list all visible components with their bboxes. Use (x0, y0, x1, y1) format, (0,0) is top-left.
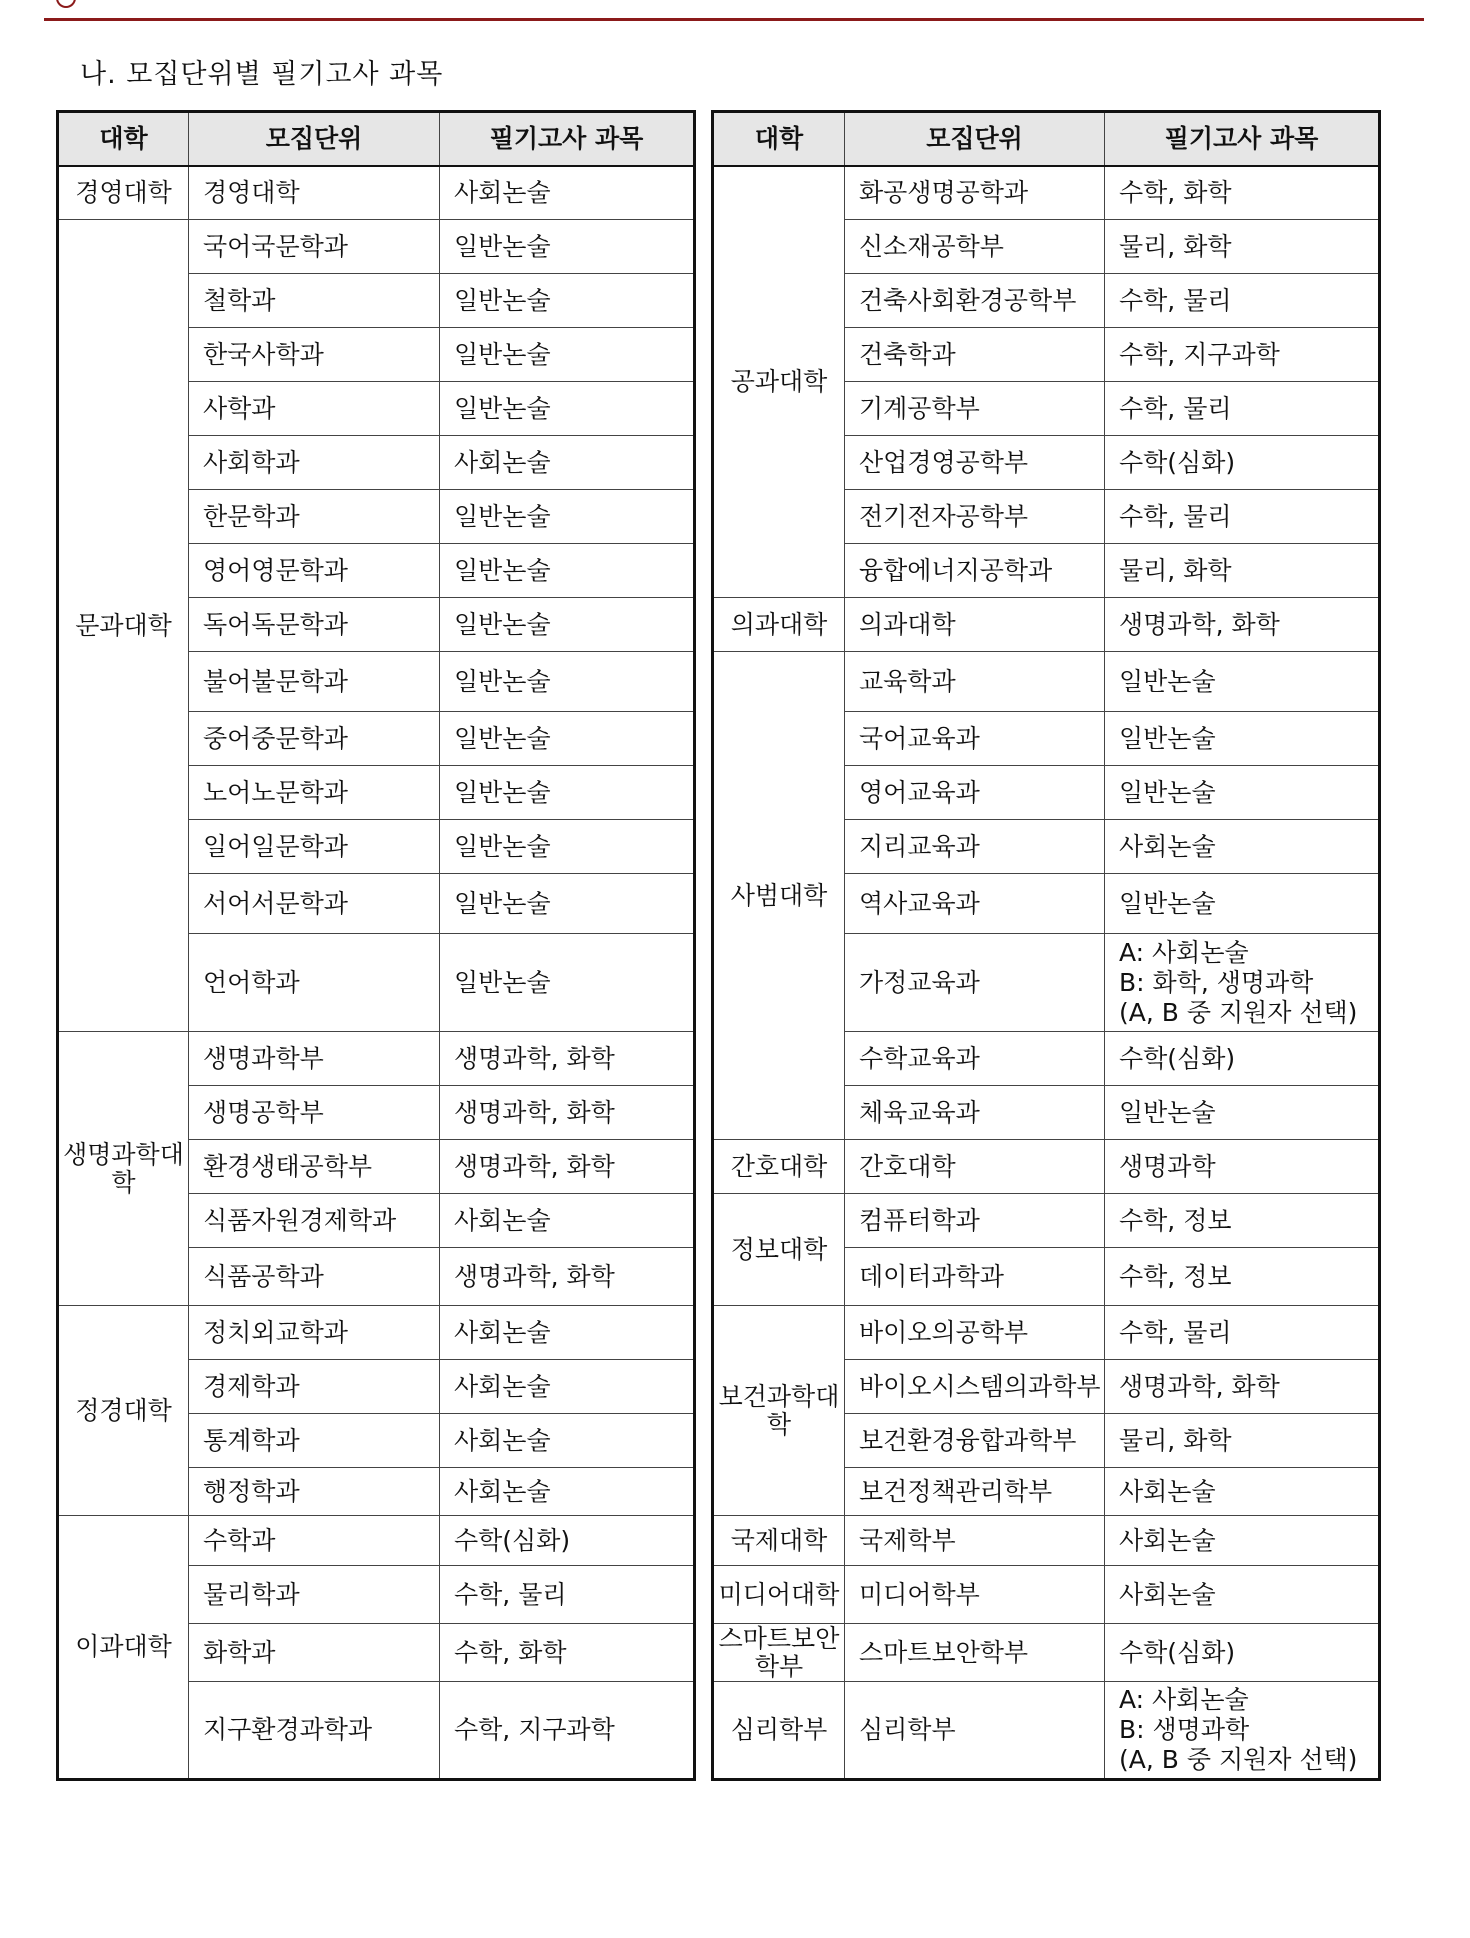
unit-cell: 지구환경과학과 (189, 1682, 440, 1780)
subject-cell: 사회논술 (440, 1360, 695, 1414)
subject-cell: 수학, 물리 (1105, 1306, 1380, 1360)
table-row (713, 1516, 1380, 1566)
subject-cell: 수학, 물리 (440, 1566, 695, 1624)
section-title: 나. 모집단위별 필기고사 과목 (80, 59, 444, 90)
table-row (713, 598, 1380, 652)
table-header-row (58, 112, 695, 166)
subject-cell: 사회논술 (440, 1194, 695, 1248)
subject-cell: 일반논술 (440, 220, 695, 274)
unit-cell: 가정교육과 (845, 934, 1105, 1032)
subject-cell: 물리, 화학 (1105, 1414, 1380, 1468)
unit-cell: 생명공학부 (189, 1086, 440, 1140)
unit-cell: 기계공학부 (845, 382, 1105, 436)
subject-cell: 물리, 화학 (1105, 544, 1380, 598)
subject-cell: 일반논술 (440, 652, 695, 712)
unit-cell: 중어중문학과 (189, 712, 440, 766)
subject-cell: 수학, 화학 (440, 1624, 695, 1682)
table-row (713, 1624, 1380, 1682)
subject-cell: 사회논술 (440, 1468, 695, 1516)
subject-cell: 생명과학, 화학 (1105, 598, 1380, 652)
subject-cell: 수학, 물리 (1105, 274, 1380, 328)
header-college: 대학 (58, 112, 189, 166)
college-cell: 스마트보안학부 (713, 1624, 845, 1682)
unit-cell: 스마트보안학부 (845, 1624, 1105, 1682)
unit-cell: 식품자원경제학과 (189, 1194, 440, 1248)
subject-cell: 일반논술 (440, 874, 695, 934)
subject-cell: 일반논술 (440, 820, 695, 874)
unit-cell: 역사교육과 (845, 874, 1105, 934)
unit-cell: 독어독문학과 (189, 598, 440, 652)
subject-cell: 물리, 화학 (1105, 220, 1380, 274)
college-cell: 사범대학 (713, 652, 845, 1140)
college-cell: 이과대학 (58, 1516, 189, 1780)
subject-cell: 일반논술 (1105, 652, 1380, 712)
subject-cell: 생명과학, 화학 (440, 1248, 695, 1306)
subject-cell: 생명과학, 화학 (1105, 1360, 1380, 1414)
subject-cell: 일반논술 (440, 934, 695, 1032)
subject-table-left (56, 110, 696, 1781)
table-row (713, 1682, 1380, 1780)
table-row (713, 1306, 1380, 1360)
subject-cell: 수학, 지구과학 (440, 1682, 695, 1780)
subject-cell: 사회논술 (440, 166, 695, 220)
unit-cell: 건축학과 (845, 328, 1105, 382)
subject-cell: 일반논술 (440, 766, 695, 820)
unit-cell: 전기전자공학부 (845, 490, 1105, 544)
unit-cell: 컴퓨터학과 (845, 1194, 1105, 1248)
unit-cell: 서어서문학과 (189, 874, 440, 934)
college-cell: 공과대학 (713, 166, 845, 598)
college-cell: 보건과학대학 (713, 1306, 845, 1516)
subject-cell: 사회논술 (440, 436, 695, 490)
header-subject: 필기고사 과목 (1105, 112, 1380, 166)
subject-cell: 생명과학, 화학 (440, 1086, 695, 1140)
unit-cell: 심리학부 (845, 1682, 1105, 1780)
subject-cell: 사회논술 (1105, 1516, 1380, 1566)
subject-cell: 생명과학, 화학 (440, 1032, 695, 1086)
unit-cell: 바이오시스템의과학부 (845, 1360, 1105, 1414)
table-row (713, 1566, 1380, 1624)
table-row (713, 166, 1380, 220)
unit-cell: 지리교육과 (845, 820, 1105, 874)
table-row (713, 1194, 1380, 1248)
subject-table-right (711, 110, 1381, 1781)
subject-cell: 일반논술 (440, 598, 695, 652)
unit-cell: 영어교육과 (845, 766, 1105, 820)
unit-cell: 사학과 (189, 382, 440, 436)
subject-cell: 수학, 지구과학 (1105, 328, 1380, 382)
unit-cell: 노어노문학과 (189, 766, 440, 820)
subject-cell: 수학(심화) (1105, 1624, 1380, 1682)
subject-cell: 일반논술 (1105, 1086, 1380, 1140)
table-row (713, 1140, 1380, 1194)
subject-cell: 일반논술 (440, 712, 695, 766)
subject-cell: 수학, 물리 (1105, 382, 1380, 436)
subject-cell: 생명과학, 화학 (440, 1140, 695, 1194)
subject-cell: 일반논술 (440, 328, 695, 382)
unit-cell: 정치외교학과 (189, 1306, 440, 1360)
unit-cell: 한국사학과 (189, 328, 440, 382)
college-cell: 문과대학 (58, 220, 189, 1032)
unit-cell: 영어영문학과 (189, 544, 440, 598)
unit-cell: 신소재공학부 (845, 220, 1105, 274)
subject-cell: 사회논술 (440, 1306, 695, 1360)
unit-cell: 통계학과 (189, 1414, 440, 1468)
subject-cell: 수학(심화) (1105, 1032, 1380, 1086)
unit-cell: 국제학부 (845, 1516, 1105, 1566)
subject-cell: 일반논술 (440, 274, 695, 328)
unit-cell: 보건정책관리학부 (845, 1468, 1105, 1516)
unit-cell: 경제학과 (189, 1360, 440, 1414)
subject-cell: 일반논술 (440, 544, 695, 598)
subject-cell: 사회논술 (1105, 1468, 1380, 1516)
unit-cell: 건축사회환경공학부 (845, 274, 1105, 328)
subject-cell: A: 사회논술 B: 화학, 생명과학 (A, B 중 지원자 선택) (1105, 934, 1380, 1032)
college-cell: 간호대학 (713, 1140, 845, 1194)
header-unit: 모집단위 (845, 112, 1105, 166)
subject-cell: 사회논술 (1105, 1566, 1380, 1624)
unit-cell: 데이터과학과 (845, 1248, 1105, 1306)
table-header-row (713, 112, 1380, 166)
header-college: 대학 (713, 112, 845, 166)
unit-cell: 환경생태공학부 (189, 1140, 440, 1194)
table-row (58, 1516, 695, 1566)
subject-cell: 수학, 물리 (1105, 490, 1380, 544)
unit-cell: 한문학과 (189, 490, 440, 544)
college-cell: 심리학부 (713, 1682, 845, 1780)
subject-cell: 수학(심화) (440, 1516, 695, 1566)
subject-cell: 일반논술 (1105, 712, 1380, 766)
unit-cell: 국어국문학과 (189, 220, 440, 274)
unit-cell: 생명과학부 (189, 1032, 440, 1086)
subject-cell: 사회논술 (440, 1414, 695, 1468)
table-row (58, 166, 695, 220)
subject-cell: 일반논술 (440, 490, 695, 544)
unit-cell: 행정학과 (189, 1468, 440, 1516)
unit-cell: 경영대학 (189, 166, 440, 220)
unit-cell: 간호대학 (845, 1140, 1105, 1194)
unit-cell: 수학과 (189, 1516, 440, 1566)
college-cell: 경영대학 (58, 166, 189, 220)
subject-cell: 생명과학 (1105, 1140, 1380, 1194)
college-cell: 생명과학대학 (58, 1032, 189, 1306)
college-cell: 정경대학 (58, 1306, 189, 1516)
unit-cell: 국어교육과 (845, 712, 1105, 766)
subject-cell: 수학, 정보 (1105, 1194, 1380, 1248)
unit-cell: 바이오의공학부 (845, 1306, 1105, 1360)
subject-cell: 수학, 화학 (1105, 166, 1380, 220)
unit-cell: 체육교육과 (845, 1086, 1105, 1140)
college-cell: 국제대학 (713, 1516, 845, 1566)
unit-cell: 보건환경융합과학부 (845, 1414, 1105, 1468)
unit-cell: 언어학과 (189, 934, 440, 1032)
unit-cell: 화학과 (189, 1624, 440, 1682)
table-row (58, 1032, 695, 1086)
college-cell: 정보대학 (713, 1194, 845, 1306)
university-logo-icon (56, 0, 76, 8)
unit-cell: 일어일문학과 (189, 820, 440, 874)
header-subject: 필기고사 과목 (440, 112, 695, 166)
unit-cell: 산업경영공학부 (845, 436, 1105, 490)
unit-cell: 철학과 (189, 274, 440, 328)
subject-cell: 일반논술 (440, 382, 695, 436)
unit-cell: 교육학과 (845, 652, 1105, 712)
table-body (713, 166, 1380, 1780)
unit-cell: 물리학과 (189, 1566, 440, 1624)
unit-cell: 화공생명공학과 (845, 166, 1105, 220)
subject-cell: 수학(심화) (1105, 436, 1380, 490)
subject-cell: A: 사회논술 B: 생명과학 (A, B 중 지원자 선택) (1105, 1682, 1380, 1780)
unit-cell: 미디어학부 (845, 1566, 1105, 1624)
header-unit: 모집단위 (189, 112, 440, 166)
subject-cell: 일반논술 (1105, 766, 1380, 820)
table-body (58, 166, 695, 1780)
unit-cell: 불어불문학과 (189, 652, 440, 712)
unit-cell: 의과대학 (845, 598, 1105, 652)
unit-cell: 융합에너지공학과 (845, 544, 1105, 598)
header-rule (44, 18, 1424, 21)
college-cell: 의과대학 (713, 598, 845, 652)
table-row (713, 652, 1380, 712)
subject-cell: 사회논술 (1105, 820, 1380, 874)
unit-cell: 수학교육과 (845, 1032, 1105, 1086)
college-cell: 미디어대학 (713, 1566, 845, 1624)
unit-cell: 식품공학과 (189, 1248, 440, 1306)
unit-cell: 사회학과 (189, 436, 440, 490)
table-row (58, 220, 695, 274)
table-row (58, 1306, 695, 1360)
subject-cell: 일반논술 (1105, 874, 1380, 934)
subject-cell: 수학, 정보 (1105, 1248, 1380, 1306)
